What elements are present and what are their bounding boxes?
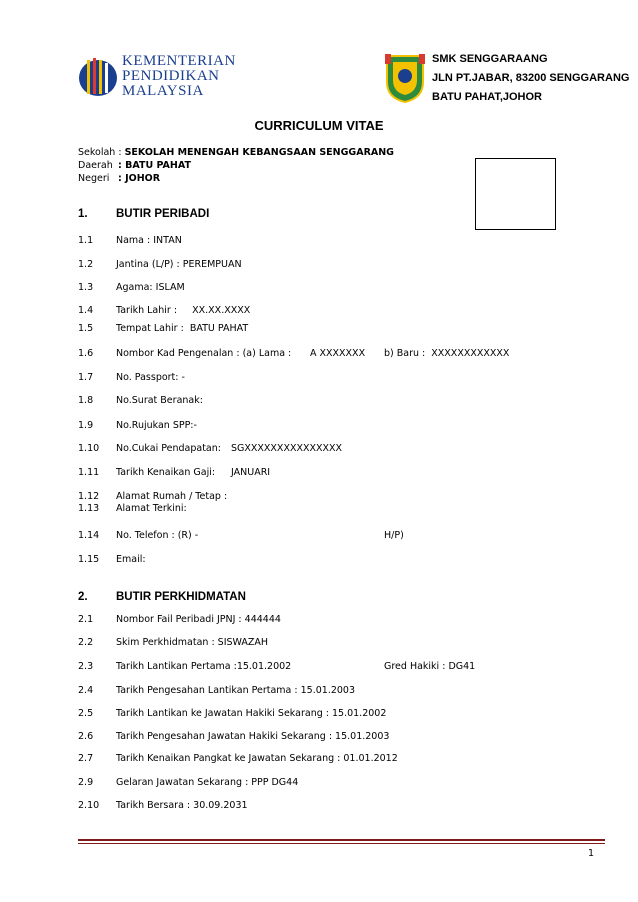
row-number: 1.4 xyxy=(78,305,94,316)
row-text: Agama: ISLAM xyxy=(116,282,185,293)
row-number: 1.13 xyxy=(78,503,100,514)
section-butir-peribadi xyxy=(78,208,478,224)
row-number: 1.14 xyxy=(78,530,100,541)
hp-label: H/P) xyxy=(384,530,404,541)
page-title: CURRICULUM VITAE xyxy=(254,118,384,133)
row-text: Tarikh Kenaikan Pangkat ke Jawatan Sekarang : 01.01.2012 xyxy=(116,753,398,764)
row-number: 2.7 xyxy=(78,753,94,764)
school-name: SMK SENGGARAANG xyxy=(432,53,548,65)
row-number: 1.8 xyxy=(78,395,94,406)
info-value: : JOHOR xyxy=(118,173,161,184)
grade-value: Gred Hakiki : DG41 xyxy=(384,661,476,672)
row-number: 2.5 xyxy=(78,708,94,719)
list-item xyxy=(78,529,605,542)
row-number: 2.3 xyxy=(78,661,94,672)
section-number: 2. xyxy=(78,591,88,603)
photo-box xyxy=(475,158,556,230)
row-number: 1.15 xyxy=(78,554,100,565)
row-number: 1.3 xyxy=(78,282,94,293)
row-number: 2.9 xyxy=(78,777,94,788)
row-number: 1.6 xyxy=(78,348,94,359)
footer-rule xyxy=(78,839,605,841)
row-number: 1.7 xyxy=(78,372,94,383)
salary-month-value: JANUARI xyxy=(231,467,271,478)
row-text: Tarikh Pengesahan Lantikan Pertama : 15.01.2003 xyxy=(116,685,356,696)
row-text: No.Rujukan SPP:- xyxy=(116,420,197,431)
section-butir-perkhidmatan xyxy=(78,591,478,607)
list-item xyxy=(78,466,478,479)
section-title: BUTIR PERKHIDMATAN xyxy=(116,591,246,603)
school-city: BATU PAHAT,JOHOR xyxy=(432,91,542,103)
page-number: 1 xyxy=(588,848,595,859)
ic-new-value: b) Baru : XXXXXXXXXXXX xyxy=(384,348,510,359)
tax-number-value: SGXXXXXXXXXXXXXXX xyxy=(231,443,343,454)
footer-rule-thin xyxy=(78,843,605,844)
list-item xyxy=(78,347,605,360)
row-text: Tarikh Lahir : XX.XX.XXXX xyxy=(116,305,251,316)
row-number: 2.10 xyxy=(78,800,100,811)
row-number: 2.4 xyxy=(78,685,94,696)
row-text: Gelaran Jawatan Sekarang : PPP DG44 xyxy=(116,777,299,788)
info-negeri xyxy=(78,172,160,185)
kpm-logo xyxy=(78,52,248,100)
row-text: Alamat Terkini: xyxy=(116,503,187,514)
row-text: No. Passport: - xyxy=(116,372,185,383)
info-key: Negeri xyxy=(78,173,110,184)
info-key: Daerah xyxy=(78,160,113,171)
row-number: 1.9 xyxy=(78,420,94,431)
row-number: 1.1 xyxy=(78,235,94,246)
row-number: 1.11 xyxy=(78,467,100,478)
logo-text-line3: MALAYSIA xyxy=(122,83,204,99)
list-item xyxy=(78,660,605,673)
info-sekolah xyxy=(78,146,394,159)
info-value: SEKOLAH MENENGAH KEBANGSAAN SENGGARANG xyxy=(124,147,394,158)
row-text: Tarikh Lantikan Pertama :15.01.2002 xyxy=(116,661,292,672)
row-number: 1.12 xyxy=(78,491,100,502)
row-text: No. Telefon : (R) - xyxy=(116,530,199,541)
row-number: 2.1 xyxy=(78,614,94,625)
info-key: Sekolah : xyxy=(78,147,122,158)
row-text: No.Cukai Pendapatan: xyxy=(116,443,221,454)
row-text: Nama : INTAN xyxy=(116,235,182,246)
row-number: 2.6 xyxy=(78,731,94,742)
row-text: Skim Perkhidmatan : SISWAZAH xyxy=(116,637,269,648)
ic-old-value: A XXXXXXX xyxy=(310,348,366,359)
row-text: Tempat Lahir : BATU PAHAT xyxy=(116,323,249,334)
logo-text-line1: KEMENTERIAN xyxy=(122,53,236,69)
row-text: Tarikh Kenaikan Gaji: xyxy=(116,467,216,478)
row-text: Alamat Rumah / Tetap : xyxy=(116,491,228,502)
logo-text-line2: PENDIDIKAN xyxy=(122,68,220,84)
row-number: 2.2 xyxy=(78,637,94,648)
section-title: BUTIR PERIBADI xyxy=(116,208,210,220)
school-crest-icon xyxy=(383,52,427,104)
row-text: Jantina (L/P) : PEREMPUAN xyxy=(116,259,242,270)
kpm-emblem-icon xyxy=(78,54,118,98)
info-value: : BATU PAHAT xyxy=(118,160,191,171)
row-number: 1.10 xyxy=(78,443,100,454)
school-street: JLN PT.JABAR, 83200 SENGGARANG xyxy=(432,72,630,84)
row-text: Tarikh Bersara : 30.09.2031 xyxy=(116,800,248,811)
school-address xyxy=(432,50,629,107)
section-number: 1. xyxy=(78,208,88,220)
row-text: Nombor Kad Pengenalan : (a) Lama : xyxy=(116,348,292,359)
row-text: Tarikh Lantikan ke Jawatan Hakiki Sekarang : 15.01.2002 xyxy=(116,708,387,719)
row-text: Tarikh Pengesahan Jawatan Hakiki Sekarang : 15.01.2003 xyxy=(116,731,390,742)
row-text: No.Surat Beranak: xyxy=(116,395,203,406)
row-number: 1.2 xyxy=(78,259,94,270)
row-text: Nombor Fail Peribadi JPNJ : 444444 xyxy=(116,614,281,625)
row-number: 1.5 xyxy=(78,323,94,334)
row-text: Email: xyxy=(116,554,146,565)
list-item xyxy=(78,442,478,455)
info-daerah xyxy=(78,159,191,172)
